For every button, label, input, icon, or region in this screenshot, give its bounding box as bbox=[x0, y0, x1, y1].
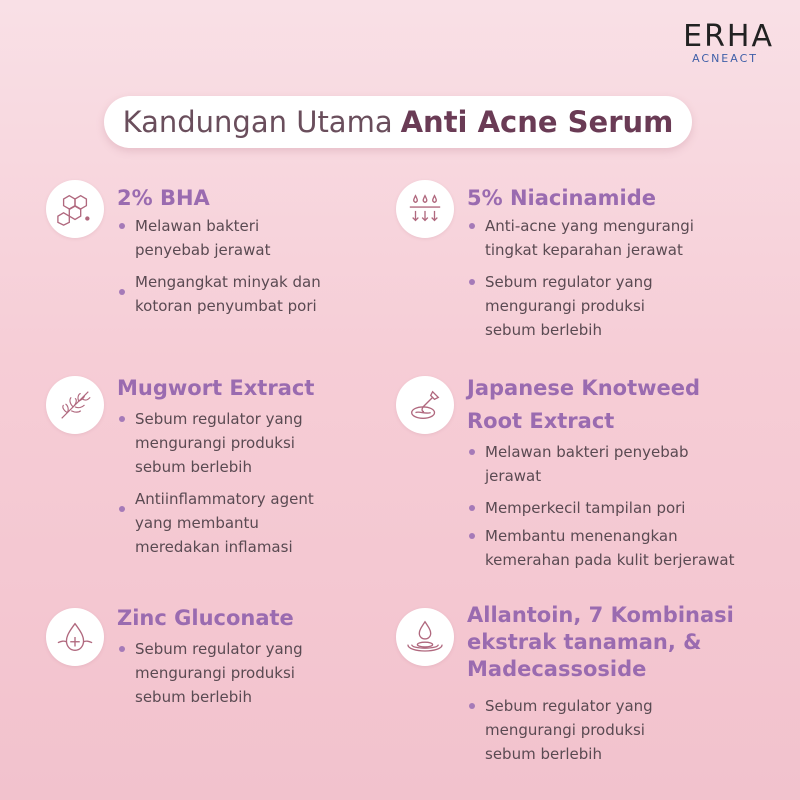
molecule-hexagon-icon bbox=[46, 180, 104, 238]
page-title bbox=[104, 96, 692, 148]
droplets-arrows-icon bbox=[396, 180, 454, 238]
mugwort-leaf-icon bbox=[46, 376, 104, 434]
logo-name: ERHA bbox=[683, 19, 774, 54]
bullet-item: Membantu menenangkan kemerahan pada kulit berjerawat bbox=[467, 524, 734, 572]
bullet-item: Sebum regulator yang mengurangi produksi sebum berlebih bbox=[467, 270, 694, 342]
ingredient-heading: Mugwort Extract bbox=[117, 376, 315, 400]
title-bold: Anti Acne Serum bbox=[400, 105, 674, 139]
bullet-list bbox=[467, 440, 734, 580]
water-ripple-icon bbox=[396, 608, 454, 666]
bullet-list bbox=[467, 214, 694, 350]
dropper-dish-icon bbox=[396, 376, 454, 434]
title-light: Kandungan Utama bbox=[122, 105, 393, 139]
drop-plus-icon bbox=[46, 608, 104, 666]
bullet-list bbox=[467, 694, 653, 774]
bullet-list bbox=[117, 407, 314, 567]
bullet-item: Sebum regulator yang mengurangi produksi sebum berlebih bbox=[467, 694, 653, 766]
bullet-item: Sebum regulator yang mengurangi produksi sebum berlebih bbox=[117, 637, 303, 709]
bullet-list bbox=[117, 214, 321, 326]
ingredient-heading: 2% BHA bbox=[117, 186, 210, 210]
bullet-item: Melawan bakteri penyebab jerawat bbox=[467, 440, 734, 488]
brand-logo bbox=[683, 19, 774, 65]
ingredient-heading: Japanese Knotweed Root Extract bbox=[467, 376, 701, 433]
bullet-list bbox=[117, 637, 303, 717]
bullet-item: Anti-acne yang mengurangi tingkat keparahan jerawat bbox=[467, 214, 694, 262]
logo-sub: ACNEACT bbox=[692, 52, 758, 65]
ingredient-heading: Zinc Gluconate bbox=[117, 606, 294, 630]
bullet-item: Antiinflammatory agent yang membantu meredakan inflamasi bbox=[117, 487, 314, 559]
bullet-item: Memperkecil tampilan pori bbox=[467, 496, 734, 520]
ingredient-heading: Allantoin, 7 Kombinasi ekstrak tanaman, & Madecassoside bbox=[467, 603, 734, 681]
bullet-item: Sebum regulator yang mengurangi produksi sebum berlebih bbox=[117, 407, 314, 479]
bullet-item: Mengangkat minyak dan kotoran penyumbat pori bbox=[117, 270, 321, 318]
ingredient-heading: 5% Niacinamide bbox=[467, 186, 657, 210]
bullet-item: Melawan bakteri penyebab jerawat bbox=[117, 214, 321, 262]
